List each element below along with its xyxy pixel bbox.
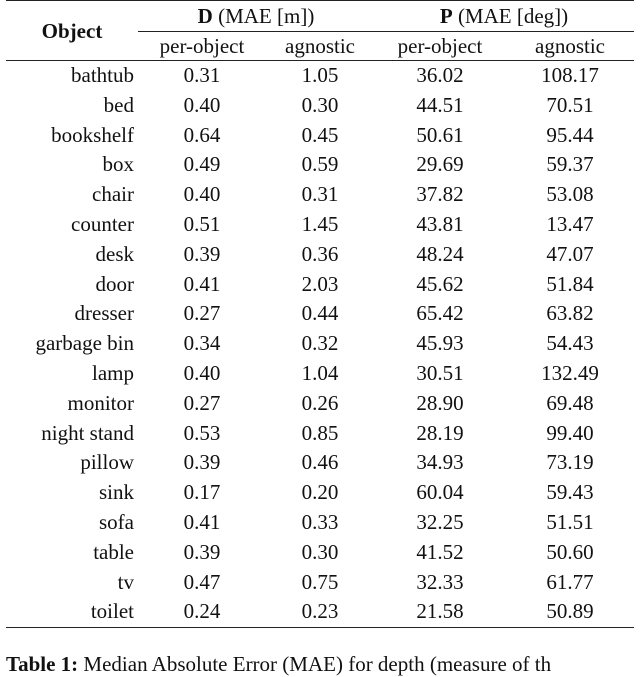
- table-row: [6, 597, 634, 627]
- depth-per-object-cell: 0.39: [183, 539, 221, 564]
- pose-group-label: (MAE [deg]): [452, 4, 569, 28]
- table-row: [6, 389, 634, 419]
- depth-agnostic-cell: 0.31: [301, 182, 339, 207]
- table-row: [6, 210, 634, 240]
- pose-per-object-cell: 48.24: [416, 241, 464, 266]
- pose-per-object-cell: 41.52: [416, 539, 464, 564]
- depth-per-object-cell: 0.39: [183, 241, 221, 266]
- pose-per-object-cell: 32.33: [416, 569, 464, 594]
- pose-per-object-cell: 60.04: [416, 480, 464, 505]
- pose-per-object-cell: 45.62: [416, 271, 464, 296]
- depth-per-object-cell: 0.39: [183, 450, 221, 475]
- depth-agnostic-cell: 0.26: [301, 390, 339, 415]
- object-name-cell: night stand: [41, 420, 134, 445]
- pose-agnostic-cell: 108.17: [541, 63, 599, 87]
- pose-per-object-cell: 29.69: [416, 152, 464, 177]
- depth-per-object-cell: 0.47: [183, 569, 221, 594]
- depth-per-object-cell: 0.40: [183, 360, 221, 385]
- object-name-cell: table: [93, 539, 134, 564]
- table-row: [6, 448, 634, 478]
- caption-label: Table 1:: [6, 652, 79, 676]
- pose-agnostic-cell: 61.77: [546, 569, 594, 594]
- pose-per-object-cell: 50.61: [416, 122, 464, 147]
- pose-per-object-cell: 65.42: [416, 301, 464, 326]
- table-row: [6, 419, 634, 449]
- pose-per-object-cell: 44.51: [416, 92, 464, 117]
- object-column-header: Object: [6, 1, 138, 61]
- pose-agnostic-cell: 54.43: [546, 331, 594, 356]
- depth-agnostic-cell: 0.33: [301, 509, 339, 534]
- table-row: [6, 121, 634, 151]
- object-name-cell: sofa: [99, 509, 134, 534]
- object-name-cell: tv: [117, 569, 134, 594]
- depth-group-letter: D: [197, 4, 213, 28]
- pose-per-object-cell: 28.19: [416, 420, 464, 445]
- depth-agnostic-cell: 1.45: [301, 211, 339, 236]
- header-row-groups: [6, 1, 634, 32]
- pose-per-object-cell: 37.82: [416, 182, 464, 207]
- table-row: [6, 478, 634, 508]
- depth-agnostic-cell: 0.36: [301, 241, 339, 266]
- depth-group-header: [138, 1, 374, 32]
- table-row: [6, 329, 634, 359]
- pose-agnostic-cell: 99.40: [546, 420, 594, 445]
- depth-agnostic-cell: 0.30: [301, 92, 339, 117]
- pose-agnostic-cell: 69.48: [546, 390, 594, 415]
- results-table-container: [6, 0, 634, 628]
- table-row: [6, 568, 634, 598]
- depth-agnostic-cell: 0.85: [301, 420, 339, 445]
- pose-per-object-cell: 45.93: [416, 331, 464, 356]
- depth-per-object-cell: 0.51: [183, 211, 221, 236]
- pose-per-object-cell: 34.93: [416, 450, 464, 475]
- pose-per-object-cell: 21.58: [374, 597, 506, 627]
- pose-per-object-cell: 28.90: [416, 390, 464, 415]
- object-name-cell: desk: [95, 241, 134, 266]
- object-name-cell: garbage bin: [35, 331, 134, 356]
- caption-text: Median Absolute Error (MAE) for depth (measure of th: [78, 652, 552, 676]
- pose-agnostic-cell: 63.82: [546, 301, 594, 326]
- depth-per-object-cell: 0.40: [183, 182, 221, 207]
- pose-per-object-cell: 30.51: [416, 360, 464, 385]
- object-name-cell: chair: [92, 182, 134, 207]
- object-name-cell: box: [102, 152, 134, 177]
- depth-agnostic-cell: 1.05: [301, 63, 339, 87]
- depth-agnostic-cell: 0.44: [301, 301, 339, 326]
- object-name-cell: toilet: [6, 597, 138, 627]
- depth-per-object-cell: 0.24: [138, 597, 266, 627]
- pose-agnostic-cell: 59.37: [546, 152, 594, 177]
- object-name-cell: monitor: [67, 390, 134, 415]
- subheader-depth-agnostic: agnostic: [266, 32, 374, 61]
- depth-agnostic-cell: 0.30: [301, 539, 339, 564]
- depth-per-object-cell: 0.41: [183, 271, 221, 296]
- depth-agnostic-cell: 1.04: [301, 360, 339, 385]
- depth-per-object-cell: 0.40: [183, 92, 221, 117]
- pose-agnostic-cell: 47.07: [546, 241, 594, 266]
- pose-agnostic-cell: 53.08: [546, 182, 594, 207]
- table-row: [6, 508, 634, 538]
- table-row: [6, 180, 634, 210]
- pose-agnostic-cell: 50.89: [506, 597, 634, 627]
- table-row: [6, 359, 634, 389]
- pose-agnostic-cell: 73.19: [546, 450, 594, 475]
- table-row: [6, 299, 634, 329]
- table-body: [6, 61, 634, 628]
- subheader-pose-per-object: per-object: [374, 32, 506, 61]
- depth-per-object-cell: 0.41: [183, 509, 221, 534]
- object-name-cell: bed: [103, 92, 134, 117]
- depth-group-label: (MAE [m]): [212, 4, 315, 28]
- depth-agnostic-cell: 0.46: [301, 450, 339, 475]
- object-name-cell: sink: [98, 480, 134, 505]
- depth-agnostic-cell: 0.45: [301, 122, 339, 147]
- pose-per-object-cell: 43.81: [416, 211, 464, 236]
- table-row: [6, 61, 634, 91]
- pose-agnostic-cell: 59.43: [546, 480, 594, 505]
- depth-per-object-cell: 0.34: [183, 331, 221, 356]
- depth-per-object-cell: 0.31: [183, 63, 221, 87]
- subheader-pose-agnostic: agnostic: [506, 32, 634, 61]
- depth-per-object-cell: 0.64: [183, 122, 221, 147]
- table-row: [6, 240, 634, 270]
- table-row: [6, 91, 634, 121]
- pose-per-object-cell: 32.25: [416, 509, 464, 534]
- depth-per-object-cell: 0.27: [183, 390, 221, 415]
- table-row: [6, 538, 634, 568]
- pose-agnostic-cell: 13.47: [546, 211, 594, 236]
- object-name-cell: bookshelf: [51, 122, 134, 147]
- results-table: [6, 0, 634, 628]
- table-row: [6, 270, 634, 300]
- depth-per-object-cell: 0.49: [183, 152, 221, 177]
- depth-per-object-cell: 0.53: [183, 420, 221, 445]
- depth-agnostic-cell: 0.75: [301, 569, 339, 594]
- pose-agnostic-cell: 50.60: [546, 539, 594, 564]
- object-name-cell: lamp: [92, 360, 134, 385]
- depth-agnostic-cell: 2.03: [301, 271, 339, 296]
- pose-agnostic-cell: 95.44: [546, 122, 594, 147]
- pose-group-header: [374, 1, 634, 32]
- object-name-cell: counter: [71, 211, 134, 236]
- pose-agnostic-cell: 132.49: [541, 360, 599, 385]
- table-row: [6, 150, 634, 180]
- object-name-cell: bathtub: [71, 63, 134, 87]
- pose-agnostic-cell: 51.84: [546, 271, 594, 296]
- depth-per-object-cell: 0.17: [183, 480, 221, 505]
- object-name-cell: dresser: [74, 301, 134, 326]
- depth-agnostic-cell: 0.59: [301, 152, 339, 177]
- pose-group-letter: P: [439, 4, 453, 28]
- object-name-cell: pillow: [80, 450, 134, 475]
- pose-agnostic-cell: 51.51: [546, 509, 594, 534]
- subheader-depth-per-object: per-object: [138, 32, 266, 61]
- object-name-cell: door: [95, 271, 134, 296]
- pose-agnostic-cell: 70.51: [546, 92, 594, 117]
- depth-per-object-cell: 0.27: [183, 301, 221, 326]
- depth-agnostic-cell: 0.23: [266, 597, 374, 627]
- depth-agnostic-cell: 0.20: [301, 480, 339, 505]
- depth-agnostic-cell: 0.32: [301, 331, 339, 356]
- pose-per-object-cell: 36.02: [416, 63, 464, 87]
